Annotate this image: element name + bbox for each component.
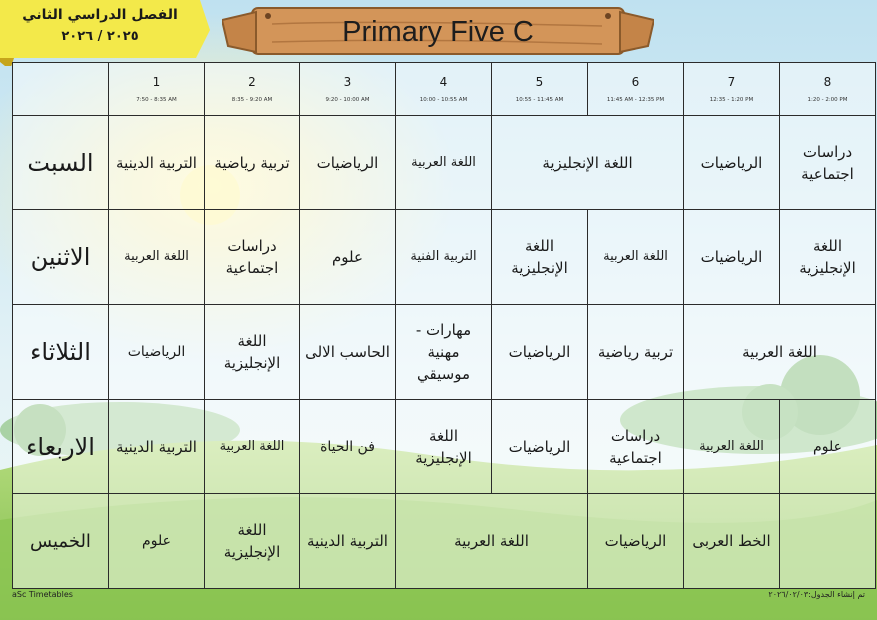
period-number: 4 xyxy=(439,75,448,89)
lesson-cell: فن الحياة xyxy=(300,400,396,494)
footer-created-date: تم إنشاء الجدول:٢٠٢٦/٠٢/٠٣ xyxy=(768,590,865,599)
lesson-cell: اللغة الإنجليزية xyxy=(205,494,300,589)
period-number: 8 xyxy=(823,75,832,89)
day-row-monday xyxy=(13,210,876,305)
period-header xyxy=(780,63,876,116)
lesson-cell: اللغة العربية xyxy=(588,210,684,305)
day-label: الاربعاء xyxy=(13,400,109,494)
lesson-cell: مهارات - مهنية موسيقي xyxy=(396,305,492,400)
academic-year: ٢٠٢٥ / ٢٠٢٦ xyxy=(61,29,139,44)
period-header xyxy=(492,63,588,116)
lesson-cell: اللغة العربية xyxy=(684,400,780,494)
day-row-saturday xyxy=(13,116,876,210)
footer-credit: aSc Timetables xyxy=(12,590,73,599)
lesson-cell: اللغة الإنجليزية xyxy=(205,305,300,400)
period-header xyxy=(300,63,396,116)
lesson-cell: دراسات اجتماعية xyxy=(205,210,300,305)
day-label: الثلاثاء xyxy=(13,305,109,400)
lesson-cell: التربية الدينية xyxy=(109,116,205,210)
period-time: 9:20 - 10:00 AM xyxy=(325,97,370,103)
lesson-cell: الخط العربى xyxy=(684,494,780,589)
period-number: 2 xyxy=(248,75,256,89)
lesson-cell: دراسات اجتماعية xyxy=(588,400,684,494)
lesson-cell: الرياضيات xyxy=(588,494,684,589)
day-row-tuesday xyxy=(13,305,876,400)
header-row xyxy=(13,63,876,116)
period-number: 3 xyxy=(343,75,352,89)
lesson-cell: علوم xyxy=(300,210,396,305)
lesson-cell: التربية الدينية xyxy=(109,400,205,494)
timetable-grid xyxy=(12,62,876,589)
period-time: 8:35 - 9:20 AM xyxy=(231,97,273,103)
period-header xyxy=(109,63,205,116)
period-number: 1 xyxy=(152,75,161,89)
period-header xyxy=(588,63,684,116)
lesson-cell: تربية رياضية xyxy=(205,116,300,210)
period-time: 1:20 - 2:00 PM xyxy=(807,97,848,103)
lesson-cell: الرياضيات xyxy=(492,305,588,400)
period-number: 7 xyxy=(727,75,736,89)
lesson-cell: اللغة العربية xyxy=(205,400,300,494)
class-name: Primary Five C xyxy=(342,16,534,48)
day-label: السبت xyxy=(13,116,109,210)
lesson-cell: اللغة العربية xyxy=(396,494,588,589)
day-label: الخميس xyxy=(13,494,109,589)
day-label: الاثنين xyxy=(13,210,109,305)
lesson-cell: اللغة العربية xyxy=(684,305,876,400)
lesson-cell: علوم xyxy=(109,494,205,589)
day-row-thursday xyxy=(13,494,876,589)
day-row-wednesday xyxy=(13,400,876,494)
lesson-cell xyxy=(780,494,876,589)
semester-info xyxy=(0,6,200,45)
period-number: 6 xyxy=(631,75,640,89)
period-header xyxy=(205,63,300,116)
semester-title: الفصل الدراسي الثاني xyxy=(22,7,178,23)
period-time: 10:00 - 10:55 AM xyxy=(419,97,468,103)
period-header xyxy=(396,63,492,116)
lesson-cell: تربية رياضية xyxy=(588,305,684,400)
lesson-cell: اللغة العربية xyxy=(396,116,492,210)
lesson-cell: اللغة الإنجليزية xyxy=(492,210,588,305)
lesson-cell: الرياضيات xyxy=(684,116,780,210)
lesson-cell: التربية الدينية xyxy=(300,494,396,589)
lesson-cell: التربية الفنية xyxy=(396,210,492,305)
lesson-cell: دراسات اجتماعية xyxy=(780,116,876,210)
corner-cell xyxy=(13,63,109,116)
period-header xyxy=(684,63,780,116)
lesson-cell: اللغة الإنجليزية xyxy=(780,210,876,305)
lesson-cell: الحاسب الالى xyxy=(300,305,396,400)
period-time: 7:50 - 8:35 AM xyxy=(136,97,177,103)
lesson-cell: علوم xyxy=(780,400,876,494)
lesson-cell: الرياضيات xyxy=(492,400,588,494)
period-time: 11:45 AM - 12:35 PM xyxy=(606,97,665,103)
lesson-cell: اللغة الإنجليزية xyxy=(492,116,684,210)
period-time: 10:55 - 11:45 AM xyxy=(515,97,564,103)
period-number: 5 xyxy=(535,75,544,89)
lesson-cell: اللغة العربية xyxy=(109,210,205,305)
period-time: 12:35 - 1:20 PM xyxy=(709,97,754,103)
lesson-cell: اللغة الإنجليزية xyxy=(396,400,492,494)
lesson-cell: الرياضيات xyxy=(109,305,205,400)
lesson-cell: الرياضيات xyxy=(300,116,396,210)
lesson-cell: الرياضيات xyxy=(684,210,780,305)
